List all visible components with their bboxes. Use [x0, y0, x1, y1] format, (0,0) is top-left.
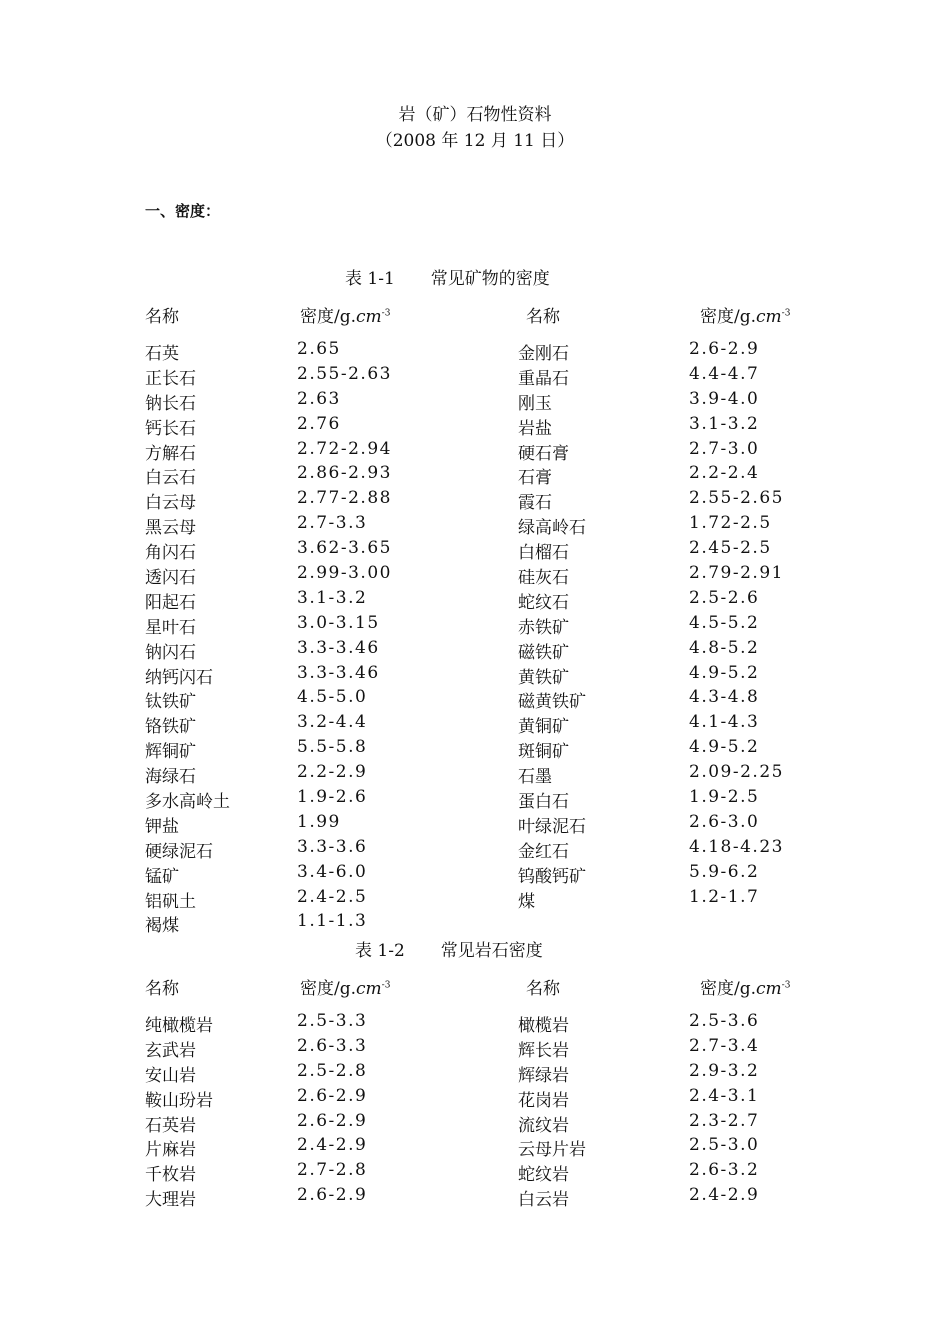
cell-density-right: 2.6-3.0 [689, 811, 760, 832]
cell-density-left: 2.2-2.9 [297, 762, 368, 783]
table-row [0, 862, 950, 887]
table-row [0, 588, 950, 613]
cell-density-left: 2.86-2.93 [297, 463, 392, 484]
table1-header-density-right [700, 302, 790, 327]
cell-name-left: 千枚岩 [145, 1165, 196, 1186]
cell-density-left: 3.3-3.46 [297, 637, 380, 658]
table1-header-name-left: 名称 [145, 307, 179, 327]
cell-density-right: 5.9-6.2 [689, 861, 760, 882]
cell-density-right: 4.5-5.2 [689, 612, 760, 633]
cell-name-right: 蛋白石 [518, 792, 569, 813]
cell-name-left: 安山岩 [145, 1065, 196, 1086]
cell-name-right: 橄榄岩 [518, 1016, 569, 1036]
cell-name-right: 金刚石 [518, 344, 569, 364]
cell-density-right: 2.6-3.2 [689, 1160, 760, 1181]
cell-name-left: 大理岩 [145, 1190, 196, 1211]
cell-density-right: 2.5-3.6 [689, 1011, 760, 1031]
table-row [0, 1086, 950, 1111]
density-unit: cm [356, 307, 382, 327]
cell-name-right: 辉绿岩 [518, 1065, 569, 1086]
cell-density-left: 2.6-3.3 [297, 1035, 368, 1056]
cell-density-right: 3.9-4.0 [689, 388, 760, 409]
table-row [0, 513, 950, 538]
cell-name-right: 绿高岭石 [518, 518, 586, 539]
cell-density-right: 4.9-5.2 [689, 662, 760, 683]
cell-name-left: 黑云母 [145, 518, 196, 539]
table-row [0, 762, 950, 787]
cell-name-left: 钛铁矿 [145, 692, 196, 713]
table-row [0, 712, 950, 737]
cell-name-left: 钠长石 [145, 393, 196, 414]
cell-name-left: 钠闪石 [145, 642, 196, 663]
table-row [0, 638, 950, 663]
cell-name-left: 钙长石 [145, 418, 196, 439]
table2-header-density-right [700, 974, 790, 999]
table-row [0, 364, 950, 389]
table-row [0, 339, 950, 364]
density-exponent: -3 [781, 308, 791, 319]
cell-density-left: 3.2-4.4 [297, 712, 368, 733]
density-label: 密度/g. [300, 307, 357, 327]
cell-density-right: 1.9-2.5 [689, 787, 760, 808]
cell-density-right: 4.3-4.8 [689, 687, 760, 708]
cell-name-left: 铝矾土 [145, 891, 196, 912]
cell-name-right: 硅灰石 [518, 568, 569, 589]
cell-density-left: 4.5-5.0 [297, 687, 368, 708]
table-row [0, 1160, 950, 1185]
cell-name-right: 磁黄铁矿 [518, 692, 586, 713]
table1-caption-text: 常见矿物的密度 [430, 269, 550, 289]
cell-density-right: 2.7-3.0 [689, 438, 760, 459]
cell-density-left: 2.72-2.94 [297, 438, 392, 459]
table-row [0, 1036, 950, 1061]
table-row [0, 911, 950, 936]
table-row [0, 389, 950, 414]
cell-name-right: 赤铁矿 [518, 617, 569, 638]
cell-name-right: 重晶石 [518, 368, 569, 389]
cell-density-right: 2.4-3.1 [689, 1085, 760, 1106]
cell-density-left: 2.7-2.8 [297, 1160, 368, 1181]
cell-name-right: 叶绿泥石 [518, 816, 586, 837]
cell-name-right: 蛇纹石 [518, 592, 569, 613]
cell-name-left: 硬绿泥石 [145, 841, 213, 862]
density-exponent: -3 [381, 308, 391, 319]
cell-name-left: 角闪石 [145, 543, 196, 564]
table-row [0, 463, 950, 488]
table-row [0, 887, 950, 912]
table-row [0, 613, 950, 638]
table-row [0, 414, 950, 439]
cell-density-right: 4.1-4.3 [689, 712, 760, 733]
table-row [0, 837, 950, 862]
cell-density-left: 2.4-2.9 [297, 1135, 368, 1156]
cell-name-left: 正长石 [145, 368, 196, 389]
table-row [0, 563, 950, 588]
table-row [0, 439, 950, 464]
cell-name-left: 石英 [145, 344, 179, 364]
cell-name-left: 透闪石 [145, 568, 196, 589]
cell-density-right: 2.79-2.91 [689, 563, 784, 584]
table2-caption-text: 常见岩石密度 [440, 941, 543, 961]
document-title: 岩（矿）石物性资料 [398, 105, 552, 125]
cell-name-left: 玄武岩 [145, 1040, 196, 1061]
table1-caption-number: 表 1-1 [345, 269, 395, 289]
cell-density-right: 2.55-2.65 [689, 488, 784, 509]
cell-density-left: 1.1-1.3 [297, 911, 368, 932]
cell-name-right: 蛇纹岩 [518, 1165, 569, 1186]
cell-name-right: 石墨 [518, 767, 552, 788]
cell-density-right: 2.9-3.2 [689, 1060, 760, 1081]
cell-name-right: 硬石膏 [518, 443, 569, 464]
cell-name-left: 白云石 [145, 468, 196, 489]
density-exponent: -3 [381, 980, 391, 991]
cell-name-right: 斑铜矿 [518, 742, 569, 763]
cell-density-left: 2.77-2.88 [297, 488, 392, 509]
table-row [0, 737, 950, 762]
table-row [0, 812, 950, 837]
table2-caption-number: 表 1-2 [355, 941, 405, 961]
cell-density-right: 4.18-4.23 [689, 836, 784, 857]
cell-density-left: 1.99 [297, 811, 341, 832]
cell-density-left: 2.99-3.00 [297, 563, 392, 584]
density-unit: cm [356, 979, 382, 999]
cell-density-right: 2.6-2.9 [689, 339, 760, 359]
cell-name-left: 片麻岩 [145, 1140, 196, 1161]
cell-name-right: 白榴石 [518, 543, 569, 564]
cell-name-left: 鞍山玢岩 [145, 1090, 213, 1111]
cell-density-left: 1.9-2.6 [297, 787, 368, 808]
cell-density-left: 2.5-3.3 [297, 1011, 368, 1031]
cell-name-right: 云母片岩 [518, 1140, 586, 1161]
density-unit: cm [756, 307, 782, 327]
table-row [0, 1111, 950, 1136]
cell-name-left: 方解石 [145, 443, 196, 464]
cell-density-left: 3.0-3.15 [297, 612, 380, 633]
cell-name-left: 石英岩 [145, 1115, 196, 1136]
cell-name-right: 刚玉 [518, 393, 552, 414]
table2-header-name-left: 名称 [145, 979, 179, 999]
cell-density-right: 3.1-3.2 [689, 413, 760, 434]
cell-density-right: 4.4-4.7 [689, 363, 760, 384]
cell-density-right: 1.2-1.7 [689, 886, 760, 907]
density-exponent: -3 [781, 980, 791, 991]
cell-density-right: 2.4-2.9 [689, 1185, 760, 1206]
cell-density-left: 3.1-3.2 [297, 587, 368, 608]
cell-density-left: 5.5-5.8 [297, 737, 368, 758]
cell-name-left: 多水高岭土 [145, 792, 230, 813]
table1-caption [345, 264, 550, 289]
cell-name-right: 钨酸钙矿 [518, 866, 586, 887]
cell-density-left: 2.5-2.8 [297, 1060, 368, 1081]
cell-name-left: 锰矿 [145, 866, 179, 887]
cell-density-left: 2.63 [297, 388, 341, 409]
table2-header-density-left [300, 974, 390, 999]
cell-density-right: 2.5-2.6 [689, 587, 760, 608]
cell-name-right: 黄铜矿 [518, 717, 569, 738]
table2-caption [355, 936, 543, 961]
cell-name-right: 白云岩 [518, 1190, 569, 1211]
cell-density-left: 2.55-2.63 [297, 363, 392, 384]
cell-name-right: 石膏 [518, 468, 552, 489]
cell-name-left: 星叶石 [145, 617, 196, 638]
cell-name-right: 流纹岩 [518, 1115, 569, 1136]
cell-density-left: 2.6-2.9 [297, 1110, 368, 1131]
cell-density-left: 2.6-2.9 [297, 1085, 368, 1106]
table-row [0, 663, 950, 688]
cell-name-left: 海绿石 [145, 767, 196, 788]
cell-name-right: 黄铁矿 [518, 667, 569, 688]
cell-density-right: 4.8-5.2 [689, 637, 760, 658]
density-label: 密度/g. [700, 307, 757, 327]
cell-density-right: 2.45-2.5 [689, 538, 772, 559]
cell-density-left: 2.7-3.3 [297, 513, 368, 534]
cell-density-left: 3.4-6.0 [297, 861, 368, 882]
cell-density-left: 3.3-3.6 [297, 836, 368, 857]
table-row [0, 538, 950, 563]
table-row [0, 687, 950, 712]
table1-body [0, 339, 950, 936]
density-label: 密度/g. [300, 979, 357, 999]
cell-name-right: 煤 [518, 891, 535, 912]
cell-density-left: 2.76 [297, 413, 341, 434]
cell-density-left: 3.62-3.65 [297, 538, 392, 559]
cell-density-right: 1.72-2.5 [689, 513, 772, 534]
cell-name-left: 铬铁矿 [145, 717, 196, 738]
document-date: （2008 年 12 月 11 日） [375, 131, 575, 151]
cell-density-left: 2.65 [297, 339, 341, 359]
density-unit: cm [756, 979, 782, 999]
cell-density-right: 2.2-2.4 [689, 463, 760, 484]
table-row [0, 1185, 950, 1210]
cell-density-right: 2.5-3.0 [689, 1135, 760, 1156]
cell-name-right: 花岗岩 [518, 1090, 569, 1111]
cell-name-left: 钾盐 [145, 816, 179, 837]
cell-density-right: 2.09-2.25 [689, 762, 784, 783]
table-row [0, 787, 950, 812]
cell-name-left: 阳起石 [145, 592, 196, 613]
cell-name-left: 褐煤 [145, 916, 179, 937]
table-row [0, 488, 950, 513]
cell-density-left: 2.6-2.9 [297, 1185, 368, 1206]
cell-name-right: 金红石 [518, 841, 569, 862]
cell-name-left: 纯橄榄岩 [145, 1016, 213, 1036]
cell-density-right: 2.7-3.4 [689, 1035, 760, 1056]
table-row [0, 1011, 950, 1036]
cell-name-left: 纳钙闪石 [145, 667, 213, 688]
cell-density-left: 3.3-3.46 [297, 662, 380, 683]
cell-density-right: 2.3-2.7 [689, 1110, 760, 1131]
cell-density-right: 4.9-5.2 [689, 737, 760, 758]
cell-name-left: 白云母 [145, 493, 196, 514]
density-label: 密度/g. [700, 979, 757, 999]
section-heading: 一、密度： [145, 202, 221, 220]
cell-name-right: 磁铁矿 [518, 642, 569, 663]
table-row [0, 1135, 950, 1160]
table-row [0, 1061, 950, 1086]
table2-header-name-right: 名称 [526, 979, 560, 999]
cell-name-right: 岩盐 [518, 418, 552, 439]
cell-name-right: 辉长岩 [518, 1040, 569, 1061]
cell-name-left: 辉铜矿 [145, 742, 196, 763]
cell-name-right: 霞石 [518, 493, 552, 514]
cell-density-left: 2.4-2.5 [297, 886, 368, 907]
table1-header-density-left [300, 302, 390, 327]
table1-header-name-right: 名称 [526, 307, 560, 327]
table2-body [0, 1011, 950, 1210]
